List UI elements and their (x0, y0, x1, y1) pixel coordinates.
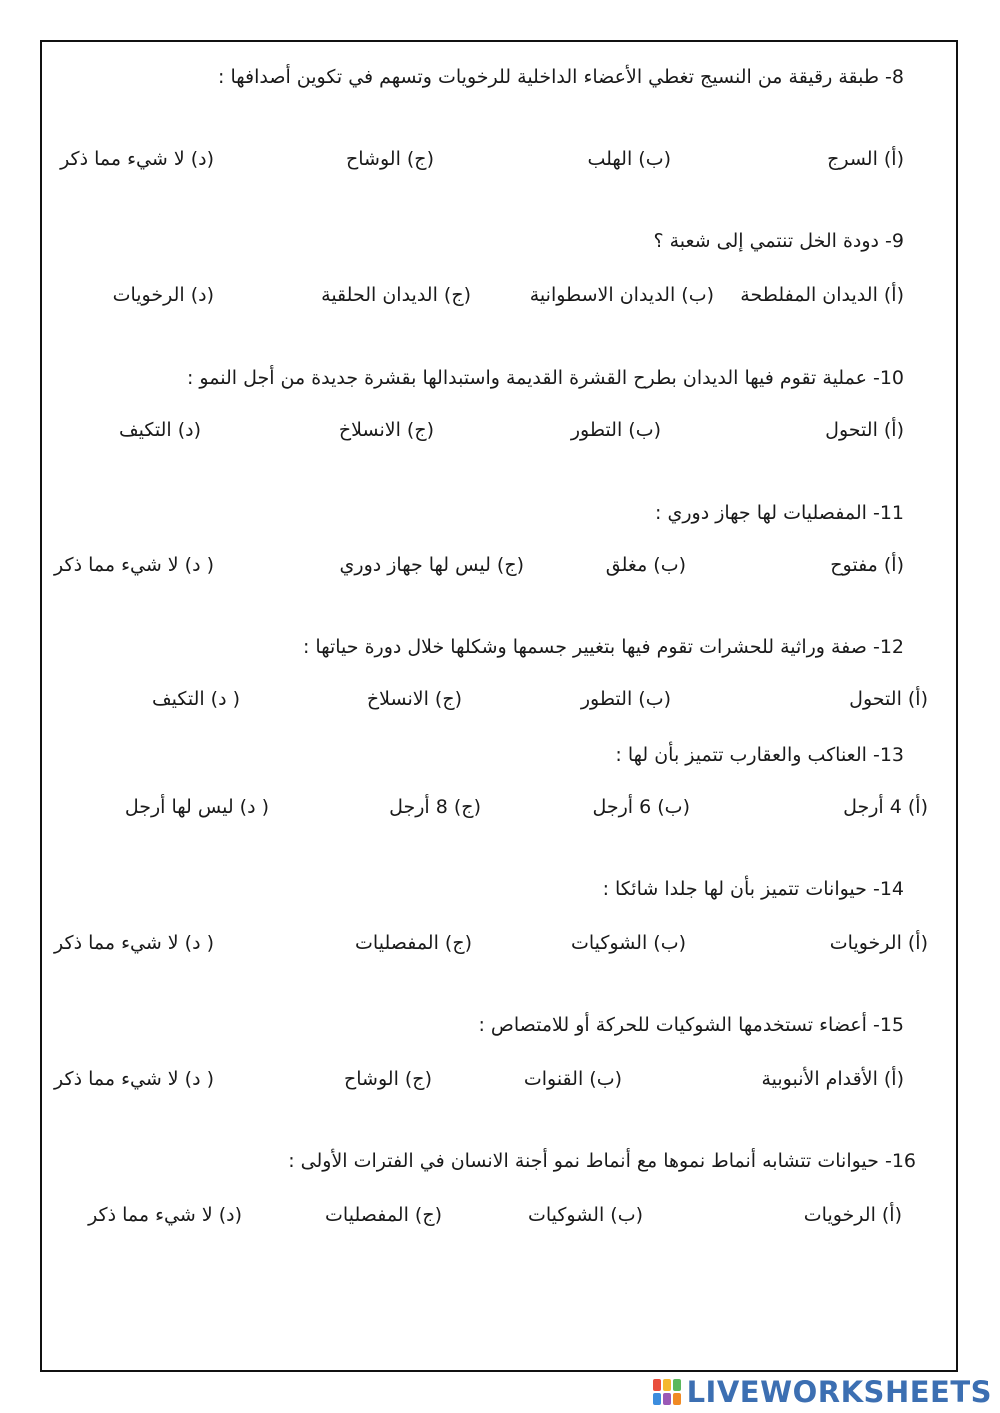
question-13: 13- العناكب والعقارب تتميز بأن لها : (615, 744, 904, 766)
option-a[interactable]: (أ) السرج (827, 148, 904, 170)
option-c[interactable]: (ج) المفصليات (355, 932, 472, 954)
option-b[interactable]: (ب) 6 أرجل (592, 796, 690, 818)
question-12-options (102, 688, 928, 718)
question-8-options (60, 148, 904, 178)
option-d[interactable]: (د) التكيف (118, 419, 201, 441)
option-d[interactable]: (د) لا شيء مما ذكر (60, 148, 214, 170)
logo-tile-3 (673, 1379, 681, 1391)
question-16: 16- حيوانات تتشابه أنماط نموها مع أنماط نمو أجنة الانسان في الفترات الأولى : (288, 1150, 916, 1172)
option-b[interactable]: (ب) الشوكيات (527, 1204, 643, 1226)
brand-name (687, 1375, 992, 1409)
liveworksheets-logo[interactable] (653, 1375, 992, 1409)
option-a[interactable]: (أ) التحول (825, 419, 904, 441)
option-a[interactable]: (أ) الرخويات (829, 932, 928, 954)
option-d[interactable]: ( د) لا شيء مما ذكر (54, 1068, 214, 1090)
question-14: 14- حيوانات تتميز بأن لها جلدا شائكا : (602, 878, 904, 900)
question-9-options (102, 284, 904, 314)
question-11: 11- المفصليات لها جهاز دوري : (655, 502, 904, 524)
liveworksheets-logo-icon (653, 1379, 681, 1405)
option-b[interactable]: (ب) التطور (580, 688, 671, 710)
option-d[interactable]: ( د) التكيف (151, 688, 240, 710)
question-9: 9- دودة الخل تنتمي إلى شعبة ؟ (653, 230, 904, 252)
logo-tile-6 (673, 1393, 681, 1405)
question-10-options (102, 419, 904, 449)
option-b[interactable]: (ب) مغلق (605, 554, 686, 576)
option-d[interactable]: ( د) ليس لها أرجل (124, 796, 269, 818)
option-c[interactable]: (ج) الانسلاخ (366, 688, 462, 710)
option-b[interactable]: (ب) الهلب (587, 148, 671, 170)
option-c[interactable]: (ج) الانسلاخ (338, 419, 434, 441)
brand-live: LIVE (686, 1375, 761, 1409)
option-d[interactable]: ( د) لا شيء مما ذكر (54, 554, 214, 576)
question-12: 12- صفة وراثية للحشرات تقوم فيها بتغيير جسمها وشكلها خلال دورة حياتها : (302, 636, 904, 658)
logo-tile-5 (663, 1393, 671, 1405)
brand-rest: WORKSHEETS (760, 1375, 992, 1409)
logo-tile-2 (663, 1379, 671, 1391)
option-a[interactable]: (أ) 4 أرجل (843, 796, 928, 818)
option-c[interactable]: (ج) المفصليات (325, 1204, 442, 1226)
logo-tile-1 (653, 1379, 661, 1391)
option-d[interactable]: (د) الرخويات (112, 284, 214, 306)
question-16-options (88, 1204, 902, 1234)
option-a[interactable]: (أ) الرخويات (803, 1204, 902, 1226)
question-10: 10- عملية تقوم فيها الديدان بطرح القشرة القديمة واستبدالها بقشرة جديدة من أجل النمو : (186, 367, 904, 389)
option-a[interactable]: (أ) الديدان المفلطحة (740, 284, 904, 306)
question-15: 15- أعضاء تستخدمها الشوكيات للحركة أو للامتصاص : (478, 1014, 904, 1036)
question-11-options (54, 554, 904, 584)
option-a[interactable]: (أ) التحول (849, 688, 928, 710)
option-c[interactable]: (ج) 8 أرجل (389, 796, 481, 818)
question-14-options (54, 932, 928, 962)
option-c[interactable]: (ج) الوشاح (346, 148, 434, 170)
option-d[interactable]: ( د) لا شيء مما ذكر (54, 932, 214, 954)
worksheet-frame (40, 40, 958, 1372)
question-8: 8- طبقة رقيقة من النسيج تغطي الأعضاء الداخلية للرخويات وتسهم في تكوين أصدافها : (218, 66, 904, 88)
option-b[interactable]: (ب) القنوات (523, 1068, 622, 1090)
option-c[interactable]: (ج) الوشاح (344, 1068, 432, 1090)
question-15-options (54, 1068, 904, 1098)
option-c[interactable]: (ج) الديدان الحلقية (321, 284, 471, 306)
option-b[interactable]: (ب) التطور (570, 419, 661, 441)
logo-tile-4 (653, 1393, 661, 1405)
option-d[interactable]: (د) لا شيء مما ذكر (88, 1204, 242, 1226)
option-c[interactable]: (ج) ليس لها جهاز دوري (339, 554, 524, 576)
option-a[interactable]: (أ) الأقدام الأنبوبية (761, 1068, 904, 1090)
option-a[interactable]: (أ) مفتوح (830, 554, 904, 576)
option-b[interactable]: (ب) الشوكيات (570, 932, 686, 954)
question-13-options (102, 796, 928, 826)
option-b[interactable]: (ب) الديدان الاسطوانية (529, 284, 714, 306)
